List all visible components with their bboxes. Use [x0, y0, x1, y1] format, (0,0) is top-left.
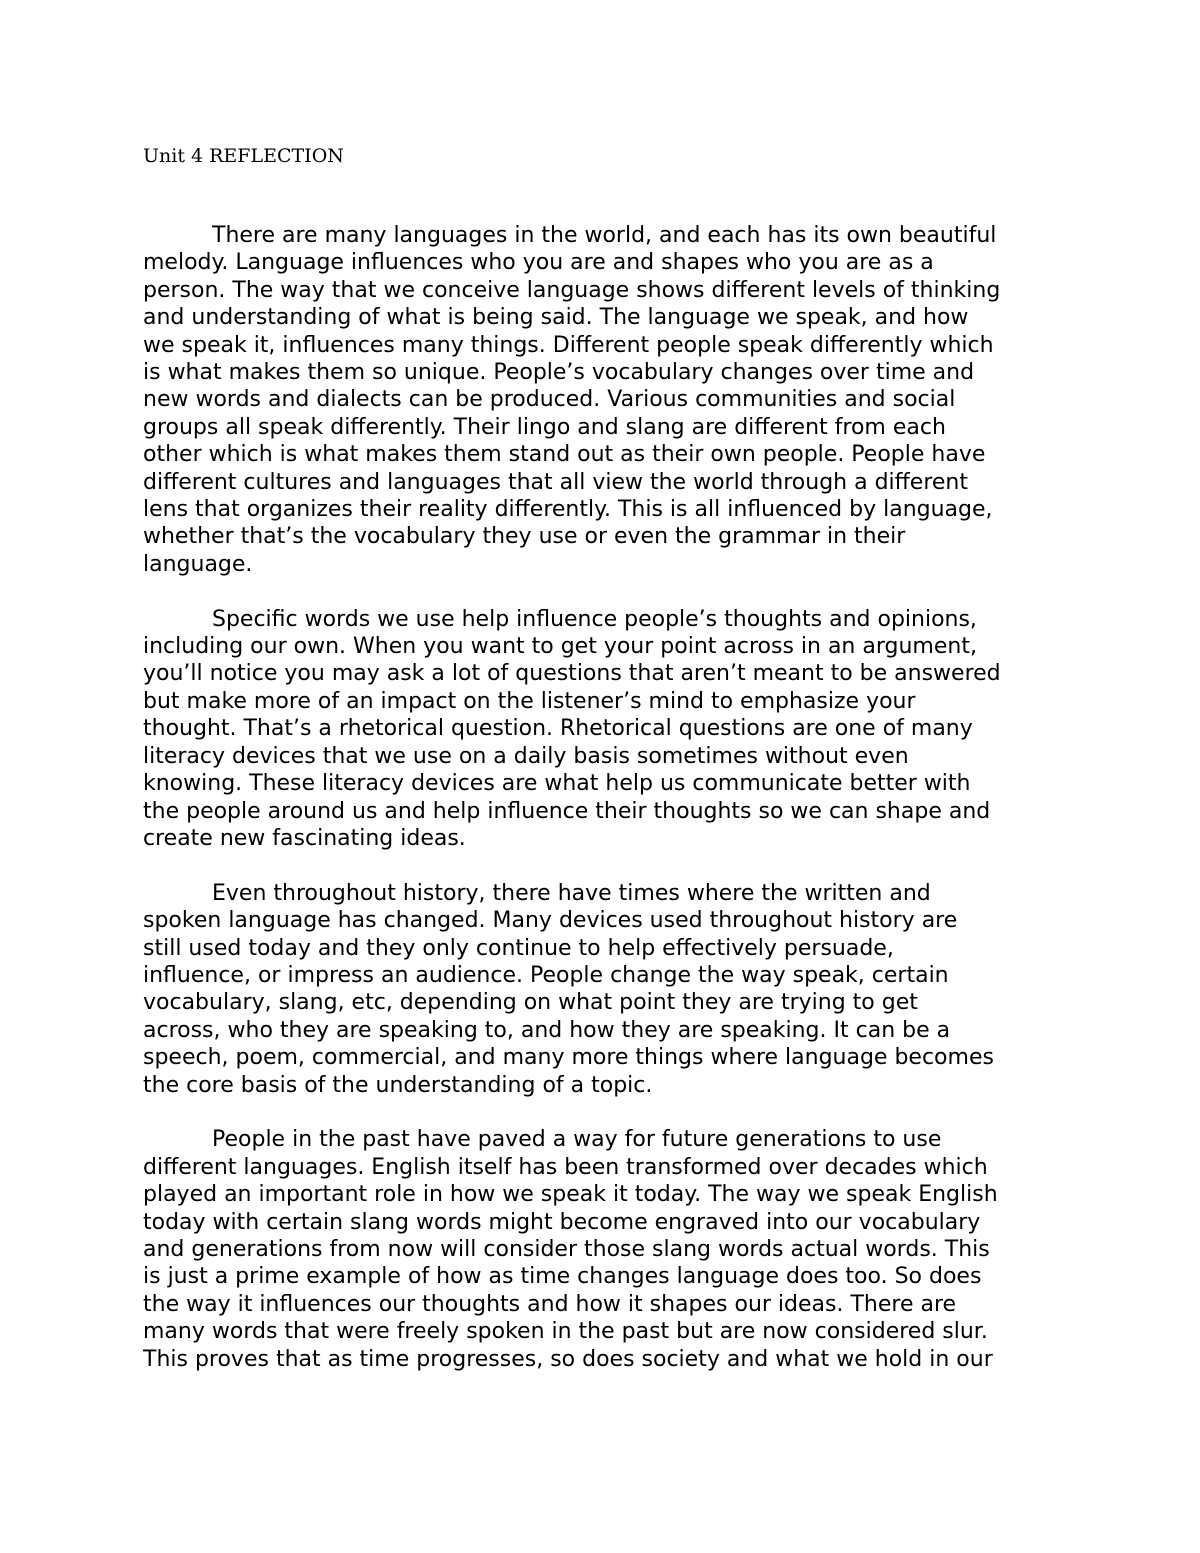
- text-line: across, who they are speaking to, and how they are speaking. It can be a: [143, 1017, 951, 1043]
- text-line: you’ll notice you may ask a lot of questions that aren’t meant to be answered: [143, 661, 1001, 687]
- text-line: other which is what makes them stand out as their own people. People have: [143, 442, 986, 468]
- paragraph-4: [143, 1126, 1063, 1373]
- text-line: person. The way that we conceive language shows different levels of thinking: [143, 277, 1001, 303]
- text-line: Specific words we use help influence people’s thoughts and opinions,: [212, 606, 977, 632]
- text-line: vocabulary, slang, etc, depending on what point they are trying to get: [143, 990, 918, 1016]
- text-line: This proves that as time progresses, so does society and what we hold in our: [143, 1346, 993, 1372]
- text-line: language.: [143, 551, 253, 577]
- text-line: There are many languages in the world, and each has its own beautiful: [212, 223, 997, 248]
- paragraph-2: [143, 606, 1063, 853]
- text-line: including our own. When you want to get your point across in an argument,: [143, 634, 977, 660]
- text-line: create new fascinating ideas.: [143, 825, 466, 851]
- text-line: People in the past have paved a way for future generations to use: [212, 1127, 942, 1153]
- document-title: Unit 4 REFLECTION: [143, 145, 344, 167]
- paragraph-1: [143, 222, 1063, 578]
- text-line: today with certain slang words might become engraved into our vocabulary: [143, 1209, 981, 1235]
- text-line: played an important role in how we speak it today. The way we speak English: [143, 1182, 998, 1208]
- text-line: lens that organizes their reality differently. This is all influenced by language,: [143, 497, 993, 523]
- text-line: new words and dialects can be produced. Various communities and social: [143, 387, 956, 413]
- text-line: groups all speak differently. Their lingo and slang are different from each: [143, 414, 946, 440]
- text-line: the people around us and help influence their thoughts so we can shape and: [143, 798, 991, 824]
- text-line: spoken language has changed. Many devices used throughout history are: [143, 908, 958, 934]
- text-line: still used today and they only continue to help effectively persuade,: [143, 935, 894, 961]
- text-line: and understanding of what is being said. The language we speak, and how: [143, 305, 969, 331]
- text-line: we speak it, influences many things. Different people speak differently which: [143, 332, 994, 358]
- text-line: many words that were freely spoken in the past but are now considered slur.: [143, 1319, 988, 1345]
- text-line: thought. That’s a rhetorical question. Rhetorical questions are one of many: [143, 716, 973, 742]
- text-line: influence, or impress an audience. People change the way speak, certain: [143, 962, 949, 988]
- text-line: different cultures and languages that all view the world through a different: [143, 469, 968, 495]
- text-line: different languages. English itself has been transformed over decades which: [143, 1154, 988, 1180]
- paragraph-3: [143, 880, 1063, 1099]
- text-line: but make more of an impact on the listener’s mind to emphasize your: [143, 688, 916, 714]
- text-line: literacy devices that we use on a daily basis sometimes without even: [143, 743, 909, 769]
- text-line: is what makes them so unique. People’s vocabulary changes over time and: [143, 360, 975, 386]
- text-line: melody. Language influences who you are and shapes who you are as a: [143, 250, 934, 276]
- text-line: speech, poem, commercial, and many more things where language becomes: [143, 1045, 994, 1071]
- text-line: whether that’s the vocabulary they use or even the grammar in their: [143, 524, 906, 550]
- text-line: knowing. These literacy devices are what help us communicate better with: [143, 771, 971, 797]
- text-line: and generations from now will consider those slang words actual words. This: [143, 1236, 990, 1262]
- text-line: the way it influences our thoughts and how it shapes our ideas. There are: [143, 1291, 957, 1317]
- text-line: the core basis of the understanding of a topic.: [143, 1072, 653, 1098]
- text-line: is just a prime example of how as time changes language does too. So does: [143, 1264, 982, 1290]
- document-body: [143, 222, 1063, 1400]
- text-line: Even throughout history, there have times where the written and: [212, 880, 931, 906]
